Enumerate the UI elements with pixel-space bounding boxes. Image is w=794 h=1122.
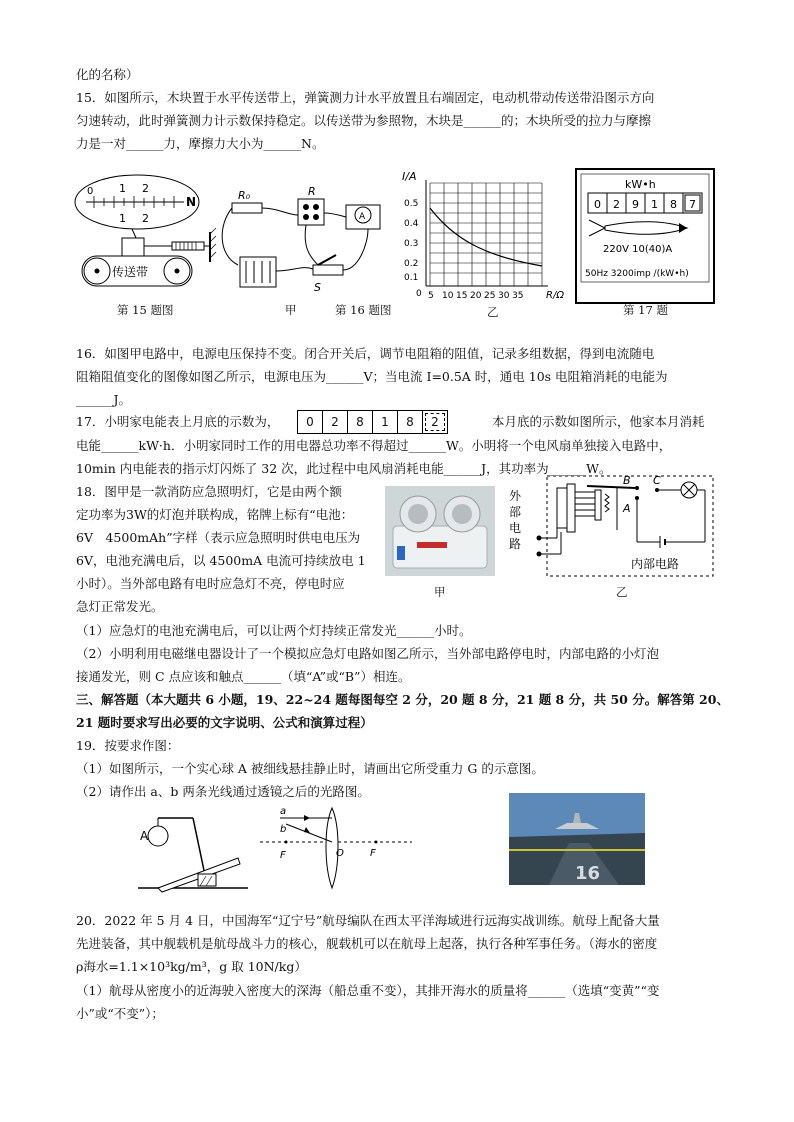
svg-text:0.3: 0.3	[404, 239, 419, 249]
text-line: （2）小明利用电磁继电器设计了一个模拟应急灯电路如图乙所示，当外部电路停电时，内部电路的小灯泡	[76, 646, 659, 661]
scale-digit: 2	[142, 182, 149, 195]
ammeter-label: A	[359, 212, 366, 222]
svg-text:O: O	[336, 848, 344, 859]
text-line: 化的名称）	[76, 67, 139, 82]
meter-unit: kW•h	[625, 178, 656, 191]
text-line: 6V，电池充满电后，以 4500mA 电流可持续放电 1	[76, 553, 366, 568]
caption-fig16: 第 16 题图	[335, 303, 392, 317]
text-line: ρ海水=1.1×10³kg/m³，g 取 10N/kg）	[76, 959, 307, 974]
r0-label: R₀	[238, 189, 251, 202]
svg-text:外: 外	[509, 489, 522, 503]
svg-text:25: 25	[484, 291, 496, 301]
caption-yi16: 乙	[487, 305, 499, 319]
text-line: （1）应急灯的电池充满电后，可以让两个灯持续正常发光______小时。	[76, 623, 472, 638]
svg-text:路: 路	[509, 537, 522, 551]
text-line: 小时）。当外部电路有电时应急灯不亮，停电时应	[76, 576, 345, 591]
svg-text:5: 5	[428, 291, 434, 301]
caption-jia16: 甲	[285, 303, 297, 317]
figure-16-circuit	[218, 185, 388, 295]
svg-text:A: A	[140, 829, 149, 843]
meter-spec: 50Hz 3200imp /(kW•h)	[585, 269, 689, 279]
text-line: 定功率为3W的灯泡并联构成，铭牌上标有“电池：	[76, 507, 354, 522]
svg-text:10: 10	[442, 291, 454, 301]
section-heading: 三、解答题（本大题共 6 小题，19、22~24 题每图每空 2 分，20 题 8 分，21 题 8 分，共 50 分。解答第 20、	[76, 692, 729, 707]
text-line: 18．图甲是一款消防应急照明灯，它是由两个额	[76, 484, 342, 499]
svg-text:2: 2	[613, 198, 620, 211]
scale-digit: 1	[119, 182, 126, 195]
n-label: N	[186, 195, 197, 209]
svg-text:35: 35	[512, 291, 524, 301]
inline-meter-reading: 0 2 8 1 8 2	[297, 410, 448, 434]
svg-text:0: 0	[594, 198, 601, 211]
svg-text:16: 16	[575, 863, 601, 884]
svg-text:内部电路: 内部电路	[631, 557, 680, 571]
svg-text:9: 9	[632, 198, 639, 211]
aircraft-carrier-photo	[509, 793, 645, 885]
caption-jia18: 甲	[434, 585, 446, 599]
text-line: 17．小明家电能表上月底的示数为，	[76, 414, 280, 429]
x-axis-label: R/Ω	[546, 290, 564, 301]
svg-text:C: C	[653, 474, 661, 487]
svg-text:部: 部	[509, 505, 522, 519]
text-line: 电能______kW·h．小明家同时工作的用电器总功率不得超过______W。小明将一个电风扇单独接入电路中，	[76, 438, 672, 453]
svg-text:0.5: 0.5	[404, 199, 419, 209]
scale-digit: 2	[142, 212, 149, 225]
svg-text:7: 7	[689, 198, 696, 211]
svg-text:1: 1	[651, 198, 658, 211]
text-line: 接通发光，则 C 点应该和触点______（填“A”或“B”）相连。	[76, 669, 411, 684]
switch-label: S	[314, 281, 321, 294]
text-line: 10min 内电能表的指示灯闪烁了 32 次，此过程中电风扇消耗电能______J，其功率为______W。	[76, 461, 612, 476]
svg-text:20: 20	[470, 291, 482, 301]
caption-yi18: 乙	[616, 585, 628, 599]
figure-15-conveyor	[72, 172, 222, 290]
text-line: 19．按要求作图：	[76, 738, 180, 753]
text-line: 16．如图甲电路中，电源电压保持不变。闭合开关后，调节电阻箱的阻值，记录多组数据，得到电流随电	[76, 346, 655, 361]
figure-19-lens	[258, 806, 414, 892]
svg-text:30: 30	[498, 291, 510, 301]
text-line: 20．2022 年 5 月 4 日，中国海军“辽宁号”航母编队在西太平洋海域进行远海实战训练。航母上配备大量	[76, 913, 660, 928]
text-line: （1）航母从密度小的近海驶入密度大的深海（船总重不变），其排开海水的质量将______（选填“变黄”“变	[76, 983, 660, 998]
svg-text:0.4: 0.4	[404, 219, 419, 229]
svg-text:B: B	[623, 474, 631, 487]
svg-text:电: 电	[509, 521, 522, 535]
text-line: 6V 4500mAh”字样（表示应急照明时供电电压为	[76, 530, 361, 545]
figure-16-graph	[398, 168, 580, 304]
text-line: （1）如图所示，一个实心球 A 被细线悬挂静止时，请画出它所受重力 G 的示意图。	[76, 761, 544, 776]
caption-fig17: 第 17 题	[623, 303, 668, 317]
text-line: 先进装备，其中舰载机是航母战斗力的核心，舰载机可以在航母上起落，执行各种军事任务。（海水的密度	[76, 936, 658, 951]
text-line: 力是一对______力，摩擦力大小为______N。	[76, 136, 325, 151]
text-line: 本月底的示数如图所示，他家本月消耗	[492, 414, 705, 429]
figure-17-meter	[575, 168, 715, 304]
text-line: 匀速转动，此时弹簧测力计示数保持稳定。以传送带为参照物，木块是______的；木块所受的拉力与摩擦	[76, 113, 652, 128]
svg-text:0: 0	[416, 289, 422, 299]
text-line: 15．如图所示，木块置于水平传送带上，弹簧测力计水平放置且右端固定，电动机带动传送带沿图示方向	[76, 90, 655, 105]
svg-text:F: F	[370, 848, 376, 859]
svg-text:A: A	[623, 502, 631, 515]
text-line: 小”或“不变”）；	[76, 1006, 164, 1021]
svg-text:F: F	[280, 850, 286, 861]
svg-text:15: 15	[456, 291, 468, 301]
belt-label: 传送带	[112, 265, 149, 279]
svg-text:8: 8	[670, 198, 677, 211]
caption-fig15: 第 15 题图	[117, 303, 174, 317]
text-line: 急灯正常发光。	[76, 599, 164, 614]
figure-18-relay-circuit	[505, 470, 715, 582]
r-label: R	[308, 185, 316, 198]
meter-rating: 220V 10(40)A	[603, 244, 673, 255]
svg-text:0.1: 0.1	[404, 273, 419, 283]
text-line: （2）请作出 a、b 两条光线通过透镜之后的光路图。	[76, 784, 370, 799]
y-axis-label: I/A	[402, 170, 417, 183]
emergency-light-photo	[385, 486, 495, 576]
text-line: ______J。	[76, 392, 132, 407]
text-line: 阻箱阻值变化的图像如图乙所示，电源电压为______V；当电流 I=0.5A 时，通电 10s 电阻箱消耗的电能为	[76, 369, 668, 384]
svg-text:b: b	[280, 824, 287, 835]
scale-digit: 0	[87, 186, 94, 197]
section-heading: 21 题时要求写出必要的文字说明、公式和演算过程）	[76, 715, 373, 730]
scale-digit: 1	[119, 212, 126, 225]
figure-19-hanging-ball	[128, 808, 258, 894]
svg-text:0.2: 0.2	[404, 259, 419, 269]
svg-text:a: a	[280, 806, 287, 817]
